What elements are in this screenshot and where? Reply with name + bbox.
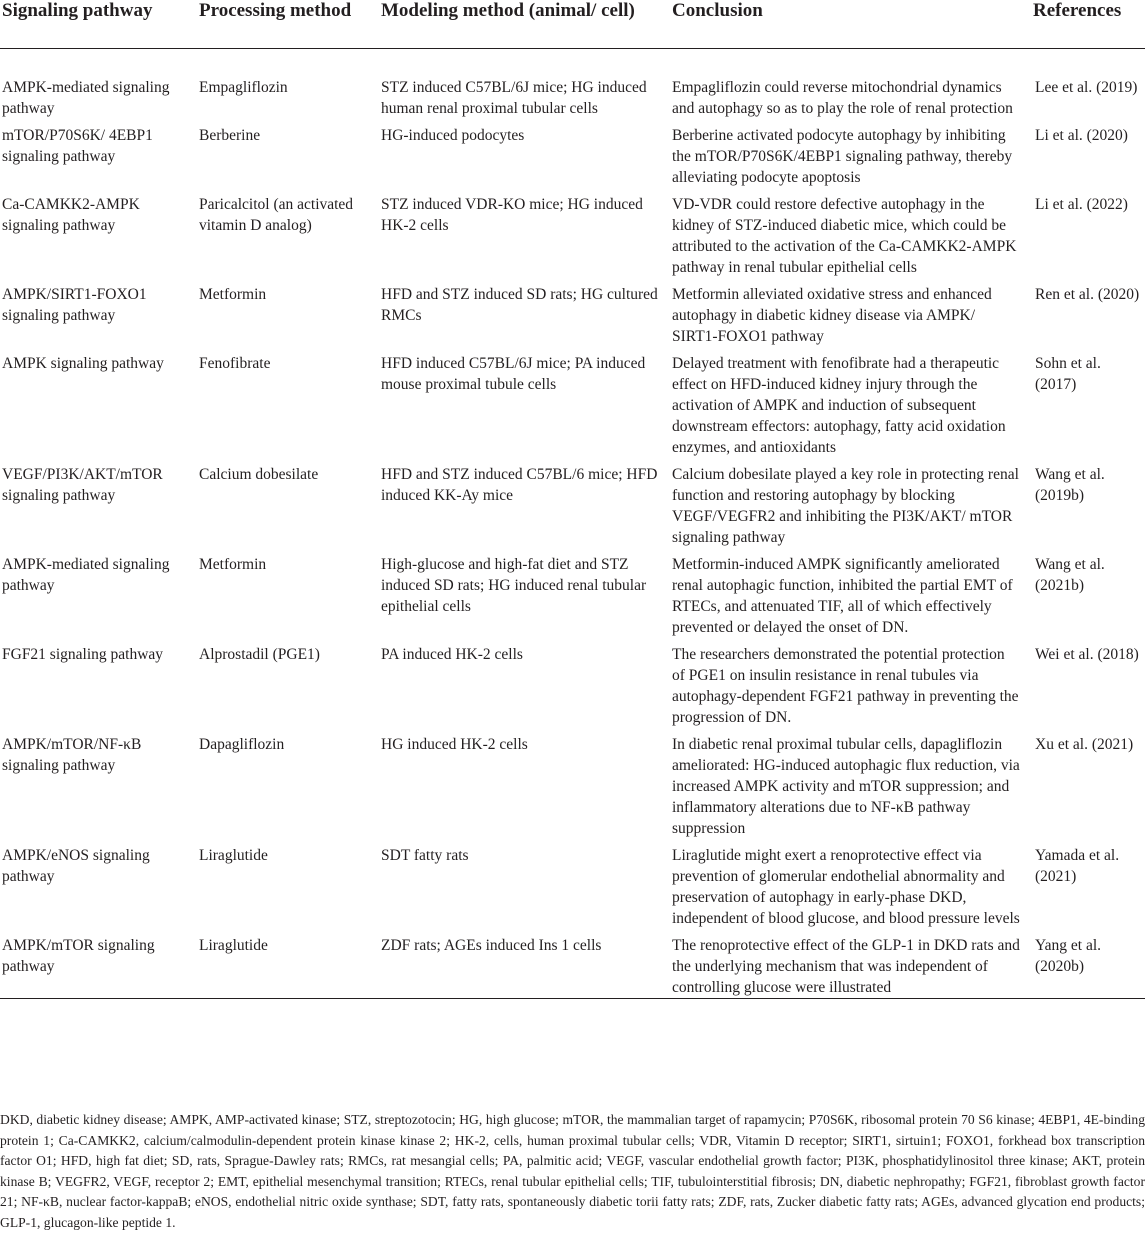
cell-processing-method: Liraglutide: [197, 929, 379, 999]
table-row: [0, 638, 1145, 728]
cell-signaling-pathway: AMPK signaling pathway: [2, 355, 164, 372]
cell-reference: Yang et al. (2020b): [1031, 929, 1145, 999]
cell-signaling-pathway: VEGF/PI3K/AKT/mTOR signaling pathway: [2, 466, 163, 504]
cell-signaling-pathway: AMPK/mTOR/NF-κB signaling pathway: [2, 736, 142, 774]
cell-conclusion: Empagliflozin could reverse mitochondrial dynamics and autophagy so as to play the role of renal protection: [672, 79, 1013, 117]
cell-modeling-method: ZDF rats; AGEs induced Ins 1 cells: [379, 929, 670, 999]
cell-processing-method: Dapagliflozin: [199, 736, 285, 753]
cell-reference: Wei et al. (2018): [1035, 646, 1139, 663]
cell-reference: Wang et al. (2019b): [1035, 466, 1105, 504]
cell-processing-method: Paricalcitol (an activated vitamin D analog): [199, 196, 354, 234]
cell-reference: Li et al. (2020): [1035, 127, 1128, 144]
cell-reference: Li et al. (2022): [1035, 196, 1128, 213]
cell-conclusion: Liraglutide might exert a renoprotective effect via prevention of glomerular endothelial abnormality and preservation of autophagy in early-phase DKD, independent of blood glucose, and blood pressure levels: [672, 847, 1020, 927]
cell-modeling-method: HFD and STZ induced SD rats; HG cultured RMCs: [381, 286, 658, 324]
table-row: [0, 458, 1145, 548]
table-header-row: [0, 0, 1145, 49]
cell-conclusion: Delayed treatment with fenofibrate had a therapeutic effect on HFD-induced kidney injury through the activation of AMPK and induction of subsequent downstream effectors: autophagy, fatty acid oxidation enzymes, and antioxidants: [672, 355, 1006, 456]
cell-modeling-method: High-glucose and high-fat diet and STZ induced SD rats; HG induced renal tubular epithelial cells: [381, 556, 647, 615]
cell-reference: Xu et al. (2021): [1035, 736, 1134, 753]
cell-conclusion: Calcium dobesilate played a key role in protecting renal function and restoring autophagy by blocking VEGF/VEGFR2 and inhibiting the PI3K/AKT/ mTOR signaling pathway: [672, 466, 1019, 546]
table-row: [0, 548, 1145, 638]
cell-processing-method: Berberine: [199, 127, 261, 144]
cell-processing-method: Empagliflozin: [199, 79, 288, 96]
cell-signaling-pathway: AMPK/SIRT1-FOXO1 signaling pathway: [2, 286, 147, 324]
table-row: [0, 347, 1145, 458]
header-conclusion: Conclusion: [670, 0, 1031, 49]
cell-modeling-method: STZ induced VDR-KO mice; HG induced HK-2 cells: [381, 196, 643, 234]
cell-modeling-method: HFD induced C57BL/6J mice; PA induced mouse proximal tubule cells: [381, 355, 646, 393]
cell-processing-method: Alprostadil (PGE1): [199, 646, 320, 663]
cell-signaling-pathway: mTOR/P70S6K/ 4EBP1 signaling pathway: [2, 127, 153, 165]
cell-modeling-method: HG induced HK-2 cells: [381, 736, 528, 753]
cell-signaling-pathway: AMPK-mediated signaling pathway: [2, 556, 170, 594]
table-footnote: DKD, diabetic kidney disease; AMPK, AMP-activated kinase; STZ, streptozotocin; HG, high glucose; mTOR, the mammalian target of rapamycin; P70S6K, ribosomal protein 70 S6 kinase; 4EBP1, 4E-binding protein 1; Ca-CAMKK2, calcium/calmodulin-dependent protein kinase kinase 2; HK-2, cells, human proximal tubular cells; VDR, Vitamin D receptor; SIRT1, sirtuin1; FOXO1, forkhead box transcription factor O1; HFD, high fat diet; SD, rats, Sprague-Dawley rats; RMCs, rat mesangial cells; PA, palmitic acid; VEGF, vascular endothelial growth factor; PI3K, phosphatidylinositol three kinase; AKT, protein kinase B; VEGFR2, VEGF, receptor 2; EMT, epithelial mesenchymal transition; RTECs, renal tubular epithelial cells; TIF, tubulointerstitial fibrosis; DN, diabetic nephropathy; FGF21, fibroblast growth factor 21; NF-κB, nuclear factor-kappaB; eNOS, endothelial nitric oxide synthase; SDT, fatty rats, spontaneously diabetic torii fatty rats; ZDF, rats, Zucker diabetic fatty rats; AGEs, advanced glycation end products; GLP-1, glucagon-like peptide 1.: [0, 1112, 1145, 1230]
cell-reference: Wang et al. (2021b): [1035, 556, 1105, 594]
cell-signaling-pathway: AMPK/mTOR signaling pathway: [0, 929, 197, 999]
cell-reference: Ren et al. (2020): [1035, 286, 1140, 303]
cell-processing-method: Fenofibrate: [199, 355, 271, 372]
table-row: [0, 119, 1145, 188]
cell-signaling-pathway: AMPK-mediated signaling pathway: [2, 79, 170, 117]
header-signaling-pathway: Signaling pathway: [0, 0, 197, 49]
table-row: [0, 929, 1145, 999]
table-row: [0, 188, 1145, 278]
cell-reference: Lee et al. (2019): [1035, 79, 1138, 96]
cell-conclusion: The renoprotective effect of the GLP-1 in DKD rats and the underlying mechanism that was independent of controlling glucose were illustrated: [670, 929, 1031, 999]
cell-processing-method: Liraglutide: [199, 847, 268, 864]
header-references: References: [1031, 0, 1145, 49]
cell-conclusion: Metformin-induced AMPK significantly ameliorated renal autophagic function, inhibited the partial EMT of RTECs, and attenuated TIF, all of which effectively prevented or delayed the onset of DN.: [672, 556, 1013, 636]
cell-conclusion: Berberine activated podocyte autophagy by inhibiting the mTOR/P70S6K/4EBP1 signaling pathway, thereby alleviating podocyte apoptosis: [672, 127, 1013, 186]
cell-modeling-method: HG-induced podocytes: [381, 127, 525, 144]
cell-modeling-method: SDT fatty rats: [381, 847, 469, 864]
cell-modeling-method: PA induced HK-2 cells: [381, 646, 523, 663]
cell-reference: Yamada et al. (2021): [1035, 847, 1120, 885]
cell-signaling-pathway: Ca-CAMKK2-AMPK signaling pathway: [2, 196, 140, 234]
cell-conclusion: The researchers demonstrated the potential protection of PGE1 on insulin resistance in renal tubules via autophagy-dependent FGF21 pathway in preventing the progression of DN.: [672, 646, 1019, 726]
table-row: [0, 49, 1145, 120]
cell-processing-method: Metformin: [199, 556, 267, 573]
cell-conclusion: Metformin alleviated oxidative stress and enhanced autophagy in diabetic kidney disease via AMPK/ SIRT1-FOXO1 pathway: [672, 286, 992, 345]
table-row: [0, 839, 1145, 929]
cell-processing-method: Metformin: [199, 286, 267, 303]
cell-modeling-method: HFD and STZ induced C57BL/6 mice; HFD induced KK-Ay mice: [381, 466, 658, 504]
cell-conclusion: VD-VDR could restore defective autophagy in the kidney of STZ-induced diabetic mice, which could be attributed to the activation of the Ca-CAMKK2-AMPK pathway in renal tubular epithelial cells: [672, 196, 1017, 276]
header-modeling-method: Modeling method (animal/ cell): [379, 0, 670, 49]
cell-processing-method: Calcium dobesilate: [199, 466, 319, 483]
cell-reference: Sohn et al. (2017): [1035, 355, 1101, 393]
cell-modeling-method: STZ induced C57BL/6J mice; HG induced human renal proximal tubular cells: [381, 79, 647, 117]
cell-signaling-pathway: FGF21 signaling pathway: [2, 646, 164, 663]
table-row: [0, 728, 1145, 839]
cell-conclusion: In diabetic renal proximal tubular cells, dapagliflozin ameliorated: HG-induced autophagic flux reduction, via increased AMPK activity and mTOR suppression; and inflammatory alterations due to NF-κB pathway suppression: [672, 736, 1020, 837]
cell-signaling-pathway: AMPK/eNOS signaling pathway: [2, 847, 150, 885]
header-processing-method: Processing method: [197, 0, 379, 49]
table-row: [0, 278, 1145, 347]
